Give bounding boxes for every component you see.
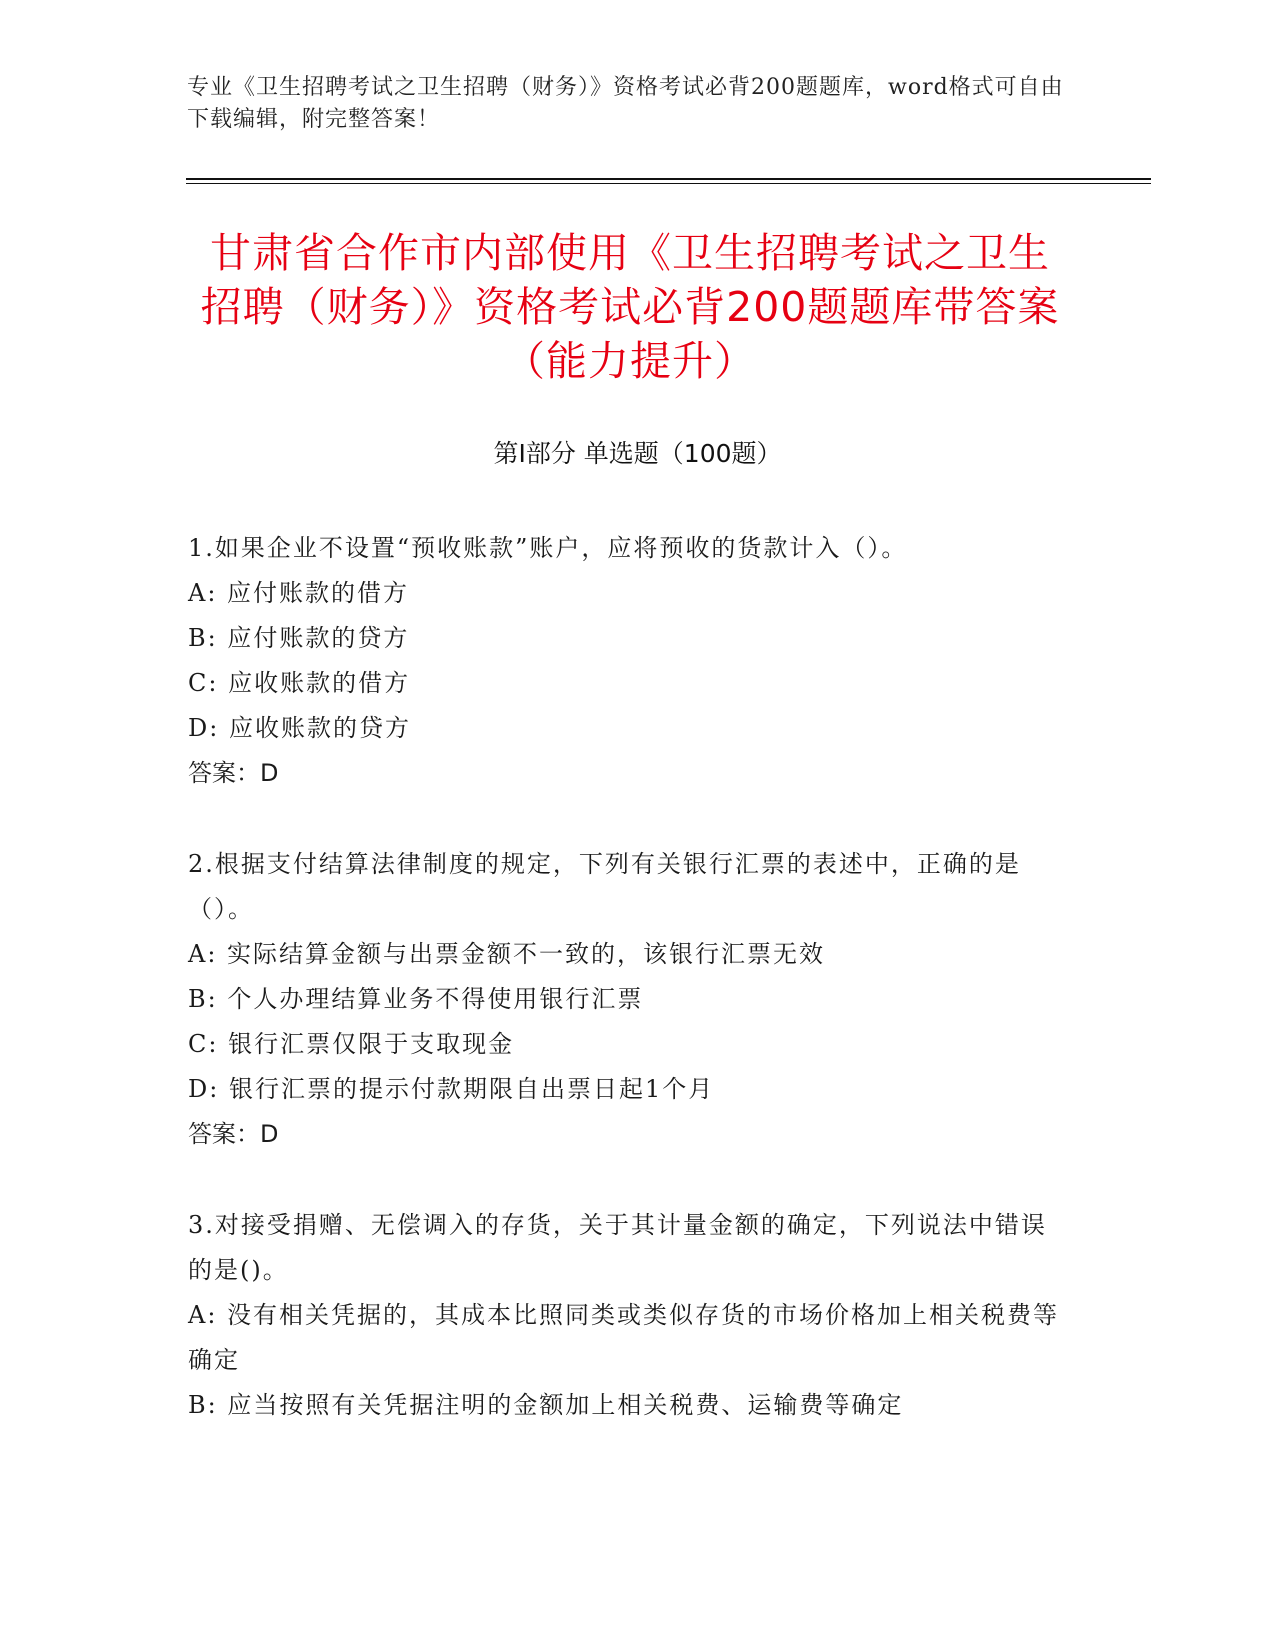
question-2 [188,842,1068,1157]
option-a: A: 应付账款的借方 [188,579,410,607]
option-a: A: 没有相关凭据的，其成本比照同类或类似存货的市场价格加上相关税费等确定 [188,1301,1060,1374]
question-stem: 3.对接受捐赠、无偿调入的存货，关于其计量金额的确定，下列说法中错误的是()。 [188,1211,1047,1284]
option-b: B: 个人办理结算业务不得使用银行汇票 [188,985,644,1013]
option-c: C: 应收账款的借方 [188,669,411,697]
question-list [188,526,1068,1474]
option-b: B: 应付账款的贷方 [188,624,410,652]
section-title: 第Ⅰ部分 单选题（100题） [493,439,782,468]
question-1 [188,526,1068,796]
header-note: 专业《卫生招聘考试之卫生招聘（财务）》资格考试必背200题题库，word格式可自由下载编辑，附完整答案！ [187,75,1064,132]
question-3 [188,1203,1068,1428]
option-d: D: 银行汇票的提示付款期限自出票日起1个月 [188,1075,715,1103]
answer: 答案：D [188,759,279,787]
document-title: 甘肃省合作市内部使用《卫生招聘考试之卫生招聘（财务）》资格考试必背200题题库带答案（能力提升） [200,229,1060,385]
header-divider-thick [186,178,1151,180]
option-d: D: 应收账款的贷方 [188,714,411,742]
answer: 答案：D [188,1120,279,1148]
question-stem: 1.如果企业不设置“预收账款”账户，应将预收的货款计入（）。 [188,534,908,562]
option-c: C: 银行汇票仅限于支取现金 [188,1030,515,1058]
option-b: B: 应当按照有关凭据注明的金额加上相关税费、运输费等确定 [188,1391,904,1419]
header-divider-thin [186,183,1151,184]
option-a: A: 实际结算金额与出票金额不一致的，该银行汇票无效 [188,940,826,968]
question-stem: 2.根据支付结算法律制度的规定，下列有关银行汇票的表述中，正确的是（）。 [188,850,1021,923]
